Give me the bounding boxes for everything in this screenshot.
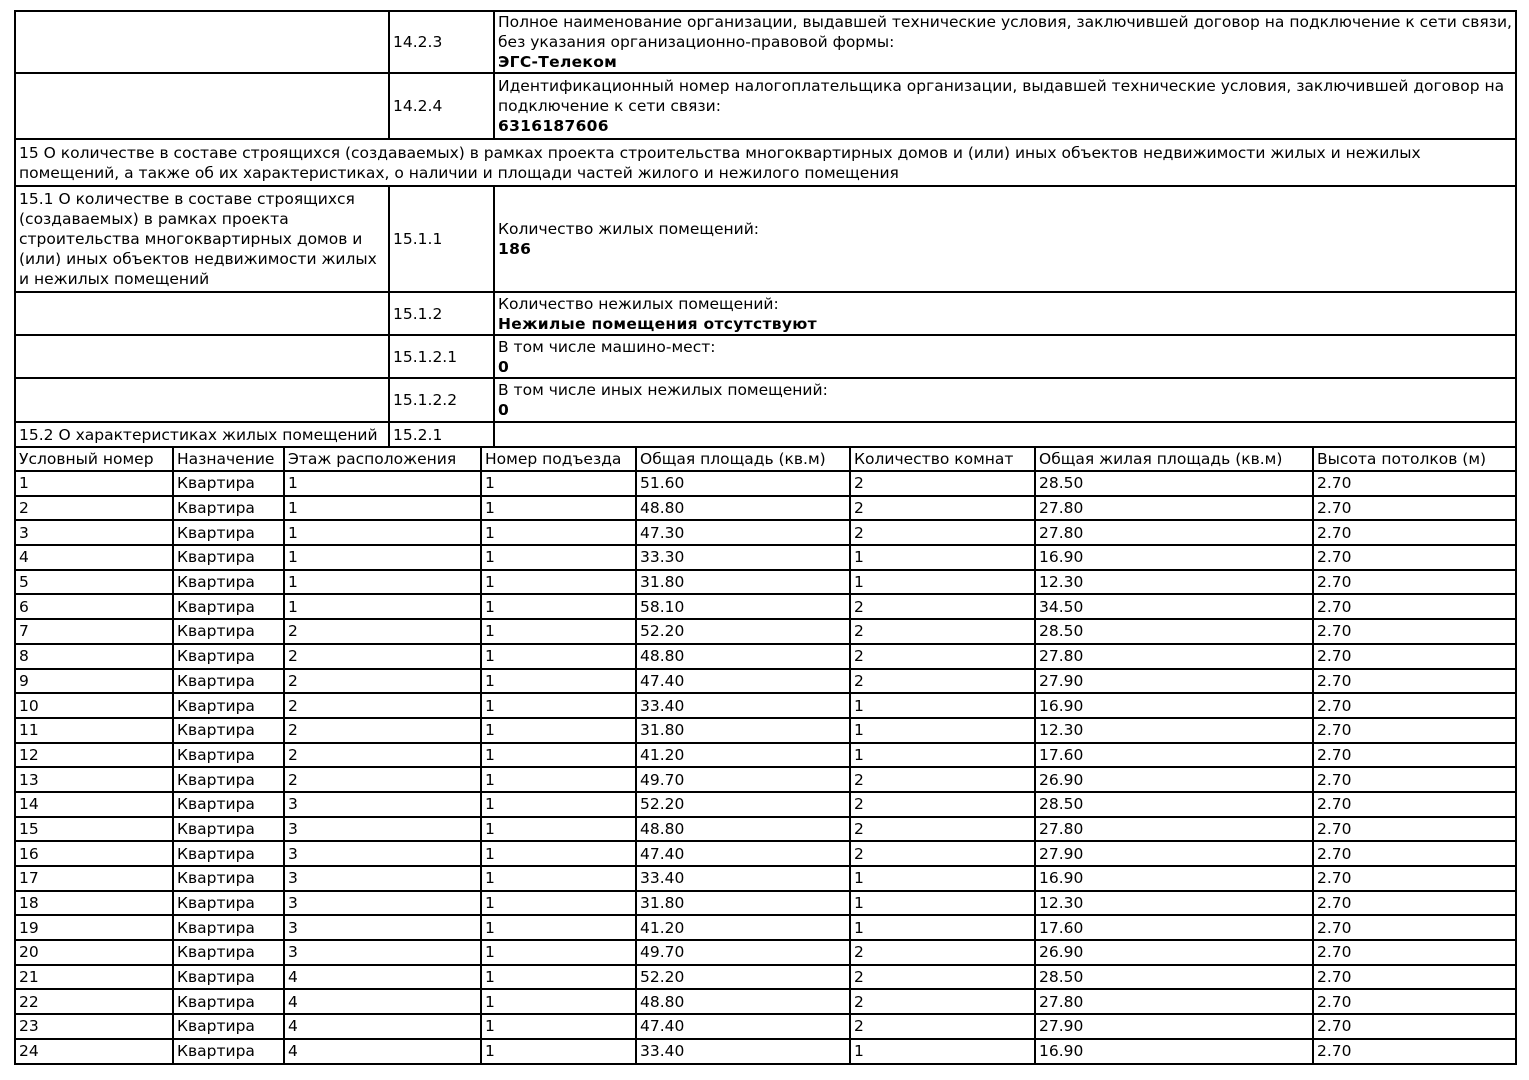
field-cell: [494, 186, 1516, 292]
cell-col-4: 47.30: [636, 520, 850, 545]
cell-col-2: 3: [284, 866, 481, 891]
cell-col-4: 52.20: [636, 965, 850, 990]
cell-col-2: 1: [284, 496, 481, 521]
cell-col-4: 31.80: [636, 891, 850, 916]
item-code: 15.1.2: [389, 292, 494, 335]
cell-col-0: 22: [15, 989, 173, 1014]
item-code: 14.2.4: [389, 73, 494, 139]
cell-col-7: 2.70: [1313, 1014, 1516, 1039]
cell-col-0: 1: [15, 471, 173, 496]
field-value: ЭГС-Телеком: [498, 53, 618, 71]
cell-col-5: 2: [850, 496, 1035, 521]
cell-col-2: 3: [284, 940, 481, 965]
cell-col-0: 10: [15, 693, 173, 718]
group-cell-empty: [15, 335, 389, 378]
cell-col-4: 48.80: [636, 989, 850, 1014]
cell-col-3: 1: [481, 866, 636, 891]
field-label: В том числе иных нежилых помещений:: [498, 381, 828, 399]
cell-col-3: 1: [481, 965, 636, 990]
field-cell: [494, 73, 1516, 139]
table-row: [15, 669, 1516, 694]
cell-col-3: 1: [481, 496, 636, 521]
cell-col-6: 12.30: [1035, 718, 1313, 743]
cell-col-2: 2: [284, 767, 481, 792]
apartments-header-row: [15, 447, 1516, 471]
cell-col-6: 26.90: [1035, 940, 1313, 965]
cell-col-7: 2.70: [1313, 669, 1516, 694]
field-label: Идентификационный номер налогоплательщика организации, выдавшей технические условия, заключившей договор на подключение к сети связи:: [498, 77, 1505, 115]
table-row: [15, 817, 1516, 842]
cell-col-7: 2.70: [1313, 841, 1516, 866]
section-15-title: 15 О количестве в составе строящихся (создаваемых) в рамках проекта строительства многоквартирных домов и (или) иных объектов недвижимости жилых и нежилых помещений, а также об их характеристиках, о наличии и площади частей жилого и нежилого помещения: [15, 139, 1516, 186]
cell-col-2: 3: [284, 817, 481, 842]
table-row: [15, 866, 1516, 891]
cell-col-0: 17: [15, 866, 173, 891]
cell-col-4: 49.70: [636, 767, 850, 792]
cell-col-4: 41.20: [636, 915, 850, 940]
cell-col-6: 27.80: [1035, 496, 1313, 521]
cell-col-4: 41.20: [636, 743, 850, 768]
table-row: [15, 841, 1516, 866]
cell-col-1: Квартира: [173, 891, 284, 916]
cell-col-2: 1: [284, 594, 481, 619]
cell-col-6: 16.90: [1035, 545, 1313, 570]
cell-col-4: 31.80: [636, 570, 850, 595]
cell-col-7: 2.70: [1313, 965, 1516, 990]
cell-col-5: 2: [850, 520, 1035, 545]
cell-col-0: 11: [15, 718, 173, 743]
column-header-1: Назначение: [173, 447, 284, 471]
table-row: [15, 965, 1516, 990]
cell-col-4: 48.80: [636, 644, 850, 669]
cell-col-5: 1: [850, 693, 1035, 718]
cell-col-2: 2: [284, 619, 481, 644]
cell-col-4: 33.40: [636, 693, 850, 718]
cell-col-3: 1: [481, 891, 636, 916]
cell-col-2: 1: [284, 471, 481, 496]
cell-col-3: 1: [481, 693, 636, 718]
cell-col-7: 2.70: [1313, 891, 1516, 916]
cell-col-7: 2.70: [1313, 496, 1516, 521]
cell-col-1: Квартира: [173, 841, 284, 866]
declaration-document: [14, 10, 1515, 1065]
cell-col-2: 2: [284, 669, 481, 694]
cell-col-6: 17.60: [1035, 915, 1313, 940]
section-15-2-title: 15.2 О характеристиках жилых помещений: [15, 422, 389, 447]
field-cell: [494, 335, 1516, 378]
cell-col-1: Квартира: [173, 866, 284, 891]
table-row: [15, 1014, 1516, 1039]
cell-col-0: 18: [15, 891, 173, 916]
cell-col-5: 2: [850, 594, 1035, 619]
cell-col-4: 51.60: [636, 471, 850, 496]
cell-col-2: 3: [284, 841, 481, 866]
cell-col-2: 3: [284, 915, 481, 940]
cell-col-5: 2: [850, 767, 1035, 792]
cell-col-3: 1: [481, 570, 636, 595]
cell-col-2: 3: [284, 792, 481, 817]
cell-col-7: 2.70: [1313, 545, 1516, 570]
table-row: [15, 496, 1516, 521]
table-row: [15, 335, 1516, 378]
table-row: [15, 915, 1516, 940]
cell-col-0: 3: [15, 520, 173, 545]
cell-col-6: 27.80: [1035, 644, 1313, 669]
field-label: Количество нежилых помещений:: [498, 294, 779, 313]
cell-col-7: 2.70: [1313, 743, 1516, 768]
cell-col-7: 2.70: [1313, 693, 1516, 718]
cell-col-3: 1: [481, 718, 636, 743]
cell-col-6: 17.60: [1035, 743, 1313, 768]
table-row: [15, 644, 1516, 669]
cell-col-7: 2.70: [1313, 792, 1516, 817]
table-row: [15, 545, 1516, 570]
table-row: [15, 594, 1516, 619]
cell-col-0: 7: [15, 619, 173, 644]
cell-col-5: 1: [850, 743, 1035, 768]
section-15-header-row: [15, 139, 1516, 186]
cell-col-0: 20: [15, 940, 173, 965]
cell-col-0: 15: [15, 817, 173, 842]
cell-col-0: 2: [15, 496, 173, 521]
cell-col-2: 1: [284, 520, 481, 545]
cell-col-3: 1: [481, 545, 636, 570]
cell-col-3: 1: [481, 471, 636, 496]
cell-col-3: 1: [481, 817, 636, 842]
cell-col-3: 1: [481, 743, 636, 768]
cell-col-5: 1: [850, 718, 1035, 743]
cell-col-7: 2.70: [1313, 644, 1516, 669]
requisites-table: [14, 10, 1517, 448]
cell-col-6: 26.90: [1035, 767, 1313, 792]
cell-col-1: Квартира: [173, 1039, 284, 1064]
field-value: 0: [498, 401, 510, 419]
cell-col-1: Квартира: [173, 817, 284, 842]
cell-col-3: 1: [481, 619, 636, 644]
cell-col-2: 2: [284, 743, 481, 768]
cell-col-1: Квартира: [173, 718, 284, 743]
table-row: [15, 73, 1516, 139]
cell-col-6: 27.90: [1035, 841, 1313, 866]
apartments-table-body: [15, 447, 1516, 1064]
cell-col-1: Квартира: [173, 743, 284, 768]
cell-col-4: 33.40: [636, 1039, 850, 1064]
empty-cell: [494, 422, 1516, 447]
cell-col-1: Квартира: [173, 570, 284, 595]
cell-col-7: 2.70: [1313, 866, 1516, 891]
cell-col-7: 2.70: [1313, 989, 1516, 1014]
cell-col-3: 1: [481, 841, 636, 866]
cell-col-6: 16.90: [1035, 1039, 1313, 1064]
cell-col-6: 16.90: [1035, 866, 1313, 891]
cell-col-0: 14: [15, 792, 173, 817]
cell-col-4: 31.80: [636, 718, 850, 743]
column-header-7: Высота потолков (м): [1313, 447, 1516, 471]
cell-col-3: 1: [481, 1014, 636, 1039]
table-row: [15, 378, 1516, 422]
cell-col-1: Квартира: [173, 644, 284, 669]
cell-col-4: 52.20: [636, 619, 850, 644]
cell-col-2: 1: [284, 545, 481, 570]
cell-col-1: Квартира: [173, 989, 284, 1014]
cell-col-0: 16: [15, 841, 173, 866]
cell-col-3: 1: [481, 1039, 636, 1064]
cell-col-5: 1: [850, 1039, 1035, 1064]
cell-col-1: Квартира: [173, 915, 284, 940]
cell-col-5: 2: [850, 644, 1035, 669]
cell-col-7: 2.70: [1313, 471, 1516, 496]
cell-col-3: 1: [481, 520, 636, 545]
table-row: [15, 619, 1516, 644]
cell-col-7: 2.70: [1313, 767, 1516, 792]
cell-col-2: 3: [284, 891, 481, 916]
cell-col-0: 8: [15, 644, 173, 669]
cell-col-4: 33.40: [636, 866, 850, 891]
cell-col-4: 52.20: [636, 792, 850, 817]
cell-col-1: Квартира: [173, 619, 284, 644]
cell-col-5: 1: [850, 915, 1035, 940]
section-15-2-row: [15, 422, 1516, 447]
cell-col-2: 2: [284, 718, 481, 743]
cell-col-7: 2.70: [1313, 1039, 1516, 1064]
cell-col-1: Квартира: [173, 545, 284, 570]
cell-col-5: 2: [850, 965, 1035, 990]
item-code: 15.1.2.2: [389, 378, 494, 422]
field-value: Нежилые помещения отсутствуют: [498, 314, 817, 333]
cell-col-5: 2: [850, 792, 1035, 817]
item-code: 15.1.1: [389, 186, 494, 292]
cell-col-6: 28.50: [1035, 471, 1313, 496]
cell-col-3: 1: [481, 669, 636, 694]
field-cell: [494, 378, 1516, 422]
cell-col-0: 9: [15, 669, 173, 694]
cell-col-7: 2.70: [1313, 594, 1516, 619]
cell-col-6: 28.50: [1035, 792, 1313, 817]
cell-col-0: 21: [15, 965, 173, 990]
cell-col-5: 2: [850, 471, 1035, 496]
cell-col-0: 23: [15, 1014, 173, 1039]
cell-col-7: 2.70: [1313, 915, 1516, 940]
cell-col-6: 12.30: [1035, 891, 1313, 916]
cell-col-1: Квартира: [173, 669, 284, 694]
table-row: [15, 989, 1516, 1014]
field-value: 6316187606: [498, 117, 609, 135]
field-value: 186: [498, 240, 532, 258]
cell-col-2: 4: [284, 989, 481, 1014]
cell-col-1: Квартира: [173, 940, 284, 965]
table-row: [15, 186, 1516, 292]
cell-col-1: Квартира: [173, 471, 284, 496]
item-code: 15.2.1: [389, 422, 494, 447]
field-cell: [494, 11, 1516, 73]
table-row: [15, 292, 1516, 335]
cell-col-3: 1: [481, 594, 636, 619]
cell-col-6: 28.50: [1035, 965, 1313, 990]
cell-col-5: 2: [850, 989, 1035, 1014]
cell-col-0: 12: [15, 743, 173, 768]
cell-col-0: 13: [15, 767, 173, 792]
cell-col-6: 27.80: [1035, 520, 1313, 545]
cell-col-4: 47.40: [636, 1014, 850, 1039]
cell-col-4: 49.70: [636, 940, 850, 965]
table-row: [15, 693, 1516, 718]
cell-col-3: 1: [481, 792, 636, 817]
field-value: 0: [498, 357, 510, 376]
item-code: 15.1.2.1: [389, 335, 494, 378]
cell-col-1: Квартира: [173, 792, 284, 817]
cell-col-2: 4: [284, 1039, 481, 1064]
cell-col-0: 24: [15, 1039, 173, 1064]
column-header-3: Номер подъезда: [481, 447, 636, 471]
cell-col-5: 2: [850, 669, 1035, 694]
cell-col-1: Квартира: [173, 965, 284, 990]
cell-col-2: 1: [284, 570, 481, 595]
field-cell: [494, 292, 1516, 335]
cell-col-7: 2.70: [1313, 718, 1516, 743]
cell-col-4: 58.10: [636, 594, 850, 619]
group-cell-empty: [15, 11, 389, 73]
cell-col-4: 47.40: [636, 841, 850, 866]
column-header-0: Условный номер: [15, 447, 173, 471]
cell-col-5: 2: [850, 940, 1035, 965]
cell-col-7: 2.70: [1313, 940, 1516, 965]
field-label: Количество жилых помещений:: [498, 220, 760, 238]
cell-col-7: 2.70: [1313, 817, 1516, 842]
table-row: [15, 520, 1516, 545]
table-row: [15, 743, 1516, 768]
cell-col-6: 27.90: [1035, 1014, 1313, 1039]
field-label: В том числе машино-мест:: [498, 337, 716, 356]
cell-col-7: 2.70: [1313, 619, 1516, 644]
cell-col-6: 28.50: [1035, 619, 1313, 644]
table-row: [15, 11, 1516, 73]
group-cell-empty: [15, 73, 389, 139]
cell-col-1: Квартира: [173, 693, 284, 718]
cell-col-5: 2: [850, 841, 1035, 866]
group-cell-empty: [15, 378, 389, 422]
table-row: [15, 940, 1516, 965]
cell-col-6: 16.90: [1035, 693, 1313, 718]
cell-col-0: 5: [15, 570, 173, 595]
field-label: Полное наименование организации, выдавшей технические условия, заключившей договор на подключение к сети связи, без указания организационно-правовой формы:: [498, 13, 1512, 51]
cell-col-1: Квартира: [173, 767, 284, 792]
column-header-2: Этаж расположения: [284, 447, 481, 471]
table-row: [15, 718, 1516, 743]
cell-col-3: 1: [481, 915, 636, 940]
cell-col-5: 2: [850, 1014, 1035, 1039]
cell-col-3: 1: [481, 767, 636, 792]
cell-col-5: 2: [850, 619, 1035, 644]
table-row: [15, 1039, 1516, 1064]
cell-col-6: 27.80: [1035, 817, 1313, 842]
table-row: [15, 570, 1516, 595]
table-row: [15, 767, 1516, 792]
cell-col-7: 2.70: [1313, 570, 1516, 595]
cell-col-6: 12.30: [1035, 570, 1313, 595]
apartments-table: [14, 446, 1517, 1065]
cell-col-7: 2.70: [1313, 520, 1516, 545]
cell-col-6: 27.80: [1035, 989, 1313, 1014]
cell-col-5: 1: [850, 866, 1035, 891]
column-header-6: Общая жилая площадь (кв.м): [1035, 447, 1313, 471]
cell-col-2: 2: [284, 693, 481, 718]
cell-col-4: 48.80: [636, 496, 850, 521]
cell-col-1: Квартира: [173, 496, 284, 521]
cell-col-1: Квартира: [173, 594, 284, 619]
item-code: 14.2.3: [389, 11, 494, 73]
cell-col-0: 6: [15, 594, 173, 619]
group-cell-empty: [15, 292, 389, 335]
cell-col-2: 4: [284, 965, 481, 990]
cell-col-3: 1: [481, 644, 636, 669]
cell-col-4: 33.30: [636, 545, 850, 570]
table-row: [15, 891, 1516, 916]
cell-col-4: 47.40: [636, 669, 850, 694]
cell-col-0: 4: [15, 545, 173, 570]
cell-col-1: Квартира: [173, 1014, 284, 1039]
cell-col-2: 4: [284, 1014, 481, 1039]
cell-col-3: 1: [481, 989, 636, 1014]
table-row: [15, 792, 1516, 817]
table-row: [15, 471, 1516, 496]
group-cell: 15.1 О количестве в составе строящихся (создаваемых) в рамках проекта строительства многоквартирных домов и (или) иных объектов недвижимости жилых и нежилых помещений: [15, 186, 389, 292]
cell-col-0: 19: [15, 915, 173, 940]
cell-col-5: 1: [850, 545, 1035, 570]
cell-col-6: 27.90: [1035, 669, 1313, 694]
cell-col-6: 34.50: [1035, 594, 1313, 619]
column-header-5: Количество комнат: [850, 447, 1035, 471]
cell-col-2: 2: [284, 644, 481, 669]
column-header-4: Общая площадь (кв.м): [636, 447, 850, 471]
cell-col-5: 1: [850, 570, 1035, 595]
cell-col-5: 2: [850, 817, 1035, 842]
cell-col-5: 1: [850, 891, 1035, 916]
cell-col-1: Квартира: [173, 520, 284, 545]
cell-col-4: 48.80: [636, 817, 850, 842]
cell-col-3: 1: [481, 940, 636, 965]
